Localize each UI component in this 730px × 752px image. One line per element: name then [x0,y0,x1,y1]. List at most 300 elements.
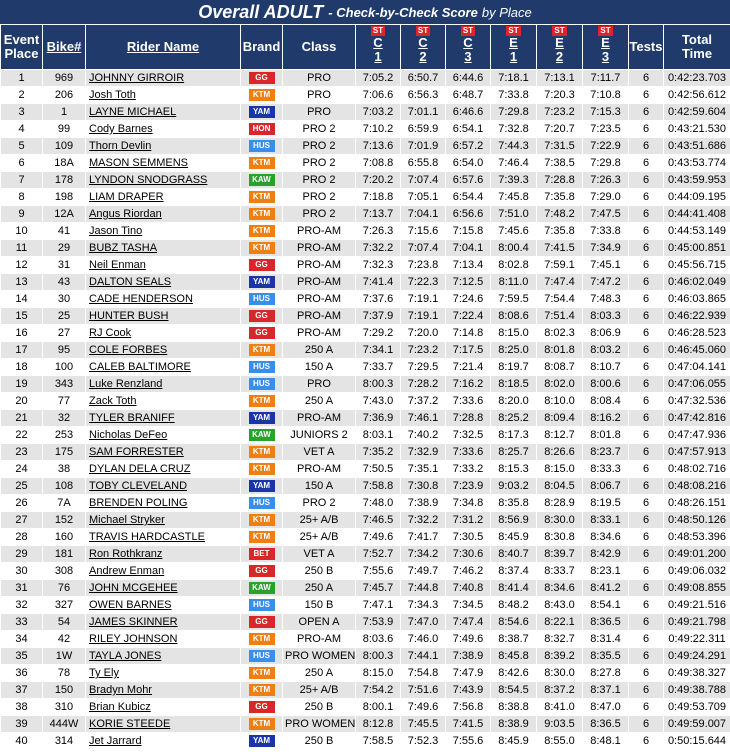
col-test-c3[interactable]: ST C 3 [446,25,490,69]
cell-class: PRO-AM [283,274,355,290]
table-row [1,733,730,749]
cell-test-time: 7:34.8 [446,495,490,511]
cell-brand [241,155,282,171]
cell-test-time: 8:25.0 [491,342,536,358]
rider-name-link[interactable]: CALEB BALTIMORE [86,359,240,375]
cell-brand [241,699,282,715]
cell-total-time: 0:47:47.936 [664,427,730,443]
cell-test-time: 8:30.0 [537,665,582,681]
cell-class: 250 A [283,665,355,681]
cell-bike: 108 [43,478,85,494]
cell-test-time: 7:54.2 [356,682,400,698]
cell-place: 34 [1,631,42,647]
cell-class: PRO [283,70,355,86]
brand-badge: GG [249,310,275,322]
rider-name-link[interactable]: TRAVIS HARDCASTLE [86,529,240,545]
cell-tests: 6 [629,461,663,477]
cell-tests: 6 [629,733,663,749]
cell-test-time: 7:33.6 [446,444,490,460]
cell-test-time: 8:34.6 [583,529,628,545]
cell-test-time: 8:48.1 [583,733,628,749]
cell-test-time: 7:05.1 [401,189,445,205]
rider-name-link[interactable]: Josh Toth [86,87,240,103]
results-table [0,24,730,750]
cell-test-time: 8:10.0 [537,393,582,409]
cell-test-time: 6:59.9 [401,121,445,137]
cell-bike: 160 [43,529,85,545]
cell-test-time: 7:13.6 [356,138,400,154]
table-row [1,699,730,715]
cell-test-time: 6:56.3 [401,87,445,103]
brand-badge: HUS [249,361,275,373]
cell-class: 150 B [283,597,355,613]
cell-tests: 6 [629,87,663,103]
cell-tests: 6 [629,342,663,358]
rider-name-link[interactable]: LAYNE MICHAEL [86,104,240,120]
cell-test-time: 7:59.1 [537,257,582,273]
cell-test-time: 8:08.7 [537,359,582,375]
cell-bike: 7A [43,495,85,511]
cell-total-time: 0:49:08.855 [664,580,730,596]
cell-test-time: 7:18.1 [491,70,536,86]
cell-class: PRO [283,87,355,103]
cell-test-time: 7:20.0 [401,325,445,341]
cell-test-time: 7:44.3 [491,138,536,154]
rider-name-link[interactable]: JAMES SKINNER [86,614,240,630]
cell-place: 10 [1,223,42,239]
cell-test-time: 8:28.9 [537,495,582,511]
cell-total-time: 0:49:01.200 [664,546,730,562]
cell-tests: 6 [629,495,663,511]
cell-total-time: 0:42:56.612 [664,87,730,103]
col-brand[interactable]: Brand [241,25,282,69]
rider-name-link[interactable]: Ron Rothkranz [86,546,240,562]
cell-bike: 444W [43,716,85,732]
cell-test-time: 6:57.2 [446,138,490,154]
col-test-e2[interactable]: ST E 2 [537,25,582,69]
brand-badge: HUS [249,140,275,152]
rider-name-link[interactable]: Zack Toth [86,393,240,409]
cell-test-time: 7:34.9 [583,240,628,256]
col-event-place[interactable]: Event Place [1,25,42,69]
rider-name-link[interactable]: Andrew Enman [86,563,240,579]
cell-test-time: 8:03.1 [356,427,400,443]
cell-place: 39 [1,716,42,732]
cell-class: PRO 2 [283,206,355,222]
brand-badge: KTM [249,684,275,696]
cell-place: 14 [1,291,42,307]
cell-place: 2 [1,87,42,103]
cell-test-time: 7:22.3 [401,274,445,290]
col-test-c2[interactable]: ST C 2 [401,25,445,69]
cell-bike: 181 [43,546,85,562]
cell-tests: 6 [629,155,663,171]
cell-test-time: 7:52.7 [356,546,400,562]
cell-test-time: 8:33.7 [537,563,582,579]
cell-test-time: 7:19.1 [401,308,445,324]
cell-test-time: 7:47.2 [583,274,628,290]
cell-test-time: 8:22.1 [537,614,582,630]
brand-badge: KTM [249,718,275,730]
cell-brand [241,580,282,596]
cell-test-time: 7:51.4 [537,308,582,324]
cell-brand [241,87,282,103]
table-row [1,155,730,171]
cell-brand [241,597,282,613]
brand-badge: GG [249,701,275,713]
cell-test-time: 7:20.7 [537,121,582,137]
page-title [0,0,730,24]
cell-tests: 6 [629,138,663,154]
cell-total-time: 0:49:21.798 [664,614,730,630]
cell-test-time: 7:59.5 [491,291,536,307]
cell-bike: 99 [43,121,85,137]
cell-place: 40 [1,733,42,749]
cell-brand [241,716,282,732]
cell-test-time: 7:49.7 [401,563,445,579]
cell-test-time: 7:17.5 [446,342,490,358]
table-row [1,665,730,681]
cell-class: PRO 2 [283,172,355,188]
cell-tests: 6 [629,274,663,290]
rider-name-link[interactable]: JOHN MCGEHEE [86,580,240,596]
cell-brand [241,257,282,273]
rider-name-link[interactable]: COLE FORBES [86,342,240,358]
rider-name-link[interactable]: BRENDEN POLING [86,495,240,511]
cell-test-time: 8:39.2 [537,648,582,664]
cell-total-time: 0:47:06.055 [664,376,730,392]
cell-test-time: 7:39.3 [491,172,536,188]
cell-test-time: 7:45.7 [356,580,400,596]
cell-test-time: 7:56.8 [446,699,490,715]
cell-tests: 6 [629,563,663,579]
cell-tests: 6 [629,104,663,120]
cell-total-time: 0:48:26.151 [664,495,730,511]
rider-name-link[interactable]: LIAM DRAPER [86,189,240,205]
brand-badge: YAM [249,735,275,747]
cell-tests: 6 [629,325,663,341]
cell-class: 250 A [283,580,355,596]
stage-badge: ST [508,26,519,35]
cell-bike: 206 [43,87,85,103]
cell-class: PRO 2 [283,495,355,511]
cell-test-time: 7:22.9 [583,138,628,154]
col-tests[interactable]: Tests [629,25,663,69]
cell-test-time: 8:38.7 [491,631,536,647]
cell-test-time: 8:19.5 [583,495,628,511]
cell-test-time: 7:28.8 [446,410,490,426]
table-row [1,342,730,358]
cell-test-time: 8:19.7 [491,359,536,375]
cell-test-time: 7:47.9 [446,665,490,681]
cell-test-time: 8:20.0 [491,393,536,409]
rider-name-link[interactable]: TYLER BRANIFF [86,410,240,426]
table-row [1,257,730,273]
cell-class: PRO 2 [283,189,355,205]
cell-test-time: 7:38.9 [446,648,490,664]
table-row [1,614,730,630]
cell-test-time: 7:04.1 [401,206,445,222]
cell-tests: 6 [629,359,663,375]
table-row [1,206,730,222]
cell-total-time: 0:48:08.216 [664,478,730,494]
cell-place: 36 [1,665,42,681]
rider-name-link[interactable]: Luke Renzland [86,376,240,392]
table-row [1,308,730,324]
brand-badge: KTM [249,225,275,237]
cell-test-time: 8:00.4 [491,240,536,256]
rider-name-link[interactable]: RJ Cook [86,325,240,341]
cell-test-time: 8:42.6 [491,665,536,681]
cell-test-time: 7:14.8 [446,325,490,341]
cell-test-time: 7:10.2 [356,121,400,137]
cell-test-time: 8:03.6 [356,631,400,647]
table-row [1,427,730,443]
col-test-e1[interactable]: ST E 1 [491,25,536,69]
table-row [1,87,730,103]
col-class[interactable]: Class [283,25,355,69]
cell-tests: 6 [629,376,663,392]
rider-name-link[interactable]: Jet Jarrard [86,733,240,749]
cell-tests: 6 [629,580,663,596]
col-bike[interactable]: Bike# [43,25,85,69]
cell-brand [241,648,282,664]
brand-badge: KTM [249,89,275,101]
cell-test-time: 8:15.0 [356,665,400,681]
cell-brand [241,206,282,222]
cell-test-time: 7:24.6 [446,291,490,307]
table-row [1,546,730,562]
cell-test-time: 8:32.7 [537,631,582,647]
cell-test-time: 8:48.2 [491,597,536,613]
cell-test-time: 7:37.2 [401,393,445,409]
cell-bike: 54 [43,614,85,630]
table-row [1,631,730,647]
cell-bike: 31 [43,257,85,273]
rider-name-link[interactable]: DALTON SEALS [86,274,240,290]
brand-badge: YAM [249,480,275,492]
rider-name-link[interactable]: DYLAN DELA CRUZ [86,461,240,477]
col-test-c1[interactable]: ST C 1 [356,25,400,69]
cell-test-time: 8:03.3 [583,308,628,324]
cell-place: 19 [1,376,42,392]
cell-brand [241,478,282,494]
cell-test-time: 7:23.2 [401,342,445,358]
cell-test-time: 8:41.2 [583,580,628,596]
cell-test-time: 7:49.6 [356,529,400,545]
cell-test-time: 7:49.6 [446,631,490,647]
cell-test-time: 9:03.5 [537,716,582,732]
cell-test-time: 7:37.6 [356,291,400,307]
rider-name-link[interactable]: Angus Riordan [86,206,240,222]
cell-test-time: 7:34.2 [401,546,445,562]
brand-badge: GG [249,259,275,271]
rider-name-link[interactable]: Nicholas DeFeo [86,427,240,443]
rider-name-link[interactable]: Neil Enman [86,257,240,273]
cell-test-time: 7:50.5 [356,461,400,477]
rider-name-link[interactable]: HUNTER BUSH [86,308,240,324]
cell-test-time: 7:29.0 [583,189,628,205]
cell-bike: 25 [43,308,85,324]
cell-class: PRO-AM [283,257,355,273]
table-row [1,240,730,256]
cell-test-time: 8:12.8 [356,716,400,732]
brand-badge: YAM [249,412,275,424]
cell-test-time: 8:11.0 [491,274,536,290]
cell-bike: 76 [43,580,85,596]
cell-test-time: 7:23.9 [446,478,490,494]
cell-test-time: 8:15.3 [491,461,536,477]
cell-class: PRO-AM [283,631,355,647]
title-sub: - Check-by-Check Score [328,4,478,20]
cell-total-time: 0:43:51.686 [664,138,730,154]
cell-bike: 198 [43,189,85,205]
cell-test-time: 7:38.5 [537,155,582,171]
table-row [1,325,730,341]
cell-brand [241,104,282,120]
rider-name-link[interactable]: Ty Ely [86,665,240,681]
cell-test-time: 7:01.1 [401,104,445,120]
cell-place: 1 [1,70,42,86]
rider-name-link[interactable]: Thorn Devlin [86,138,240,154]
rider-name-link[interactable]: LYNDON SNODGRASS [86,172,240,188]
cell-bike: 327 [43,597,85,613]
cell-test-time: 8:35.5 [583,648,628,664]
cell-test-time: 7:33.8 [491,87,536,103]
cell-test-time: 8:40.7 [491,546,536,562]
rider-name-link[interactable]: TAYLA JONES [86,648,240,664]
rider-name-link[interactable]: Bradyn Mohr [86,682,240,698]
cell-test-time: 8:31.4 [583,631,628,647]
cell-test-time: 7:06.6 [356,87,400,103]
table-row [1,138,730,154]
cell-bike: 310 [43,699,85,715]
cell-class: PRO [283,376,355,392]
brand-badge: KTM [249,446,275,458]
cell-place: 6 [1,155,42,171]
cell-class: PRO-AM [283,308,355,324]
cell-test-time: 8:27.8 [583,665,628,681]
cell-bike: 150 [43,682,85,698]
cell-brand [241,733,282,749]
cell-test-time: 7:41.5 [537,240,582,256]
cell-test-time: 7:46.5 [356,512,400,528]
cell-total-time: 0:47:42.816 [664,410,730,426]
cell-tests: 6 [629,512,663,528]
cell-class: JUNIORS 2 [283,427,355,443]
cell-test-time: 8:39.7 [537,546,582,562]
cell-test-time: 7:29.2 [356,325,400,341]
rider-name-link[interactable]: OWEN BARNES [86,597,240,613]
cell-total-time: 0:47:32.536 [664,393,730,409]
cell-test-time: 7:01.9 [401,138,445,154]
cell-test-time: 8:03.2 [583,342,628,358]
rider-name-link[interactable]: TOBY CLEVELAND [86,478,240,494]
col-total-time[interactable]: Total Time [664,25,730,69]
rider-name-link[interactable]: SAM FORRESTER [86,444,240,460]
cell-total-time: 0:43:21.530 [664,121,730,137]
cell-class: VET A [283,444,355,460]
rider-name-link[interactable]: CADE HENDERSON [86,291,240,307]
cell-total-time: 0:44:53.149 [664,223,730,239]
cell-test-time: 7:44.8 [401,580,445,596]
stage-badge: ST [417,26,429,35]
rider-name-link[interactable]: JOHNNY GIRROIR [86,70,240,86]
rider-name-link[interactable]: KORIE STEEDE [86,716,240,732]
col-rider-name[interactable]: Rider Name [86,25,240,69]
cell-bike: 27 [43,325,85,341]
cell-total-time: 0:42:23.703 [664,70,730,86]
header-row [1,25,730,69]
brand-badge: GG [249,565,275,577]
cell-test-time: 7:53.9 [356,614,400,630]
cell-total-time: 0:45:56.715 [664,257,730,273]
rider-name-link[interactable]: BUBZ TASHA [86,240,240,256]
cell-tests: 6 [629,393,663,409]
cell-bike: 314 [43,733,85,749]
cell-test-time: 8:01.8 [583,427,628,443]
rider-name-link[interactable]: Cody Barnes [86,121,240,137]
cell-test-time: 9:03.2 [491,478,536,494]
cell-test-time: 8:16.2 [583,410,628,426]
cell-class: OPEN A [283,614,355,630]
cell-test-time: 7:51.0 [491,206,536,222]
table-row [1,716,730,732]
cell-tests: 6 [629,682,663,698]
cell-tests: 6 [629,648,663,664]
rider-name-link[interactable]: MASON SEMMENS [86,155,240,171]
cell-test-time: 7:55.6 [356,563,400,579]
col-test-e3[interactable]: ST E 3 [583,25,628,69]
cell-test-time: 8:54.6 [491,614,536,630]
cell-test-time: 8:12.7 [537,427,582,443]
cell-test-time: 8:18.5 [491,376,536,392]
cell-test-time: 8:33.3 [583,461,628,477]
brand-badge: KTM [249,157,275,169]
rider-name-link[interactable]: Jason Tino [86,223,240,239]
cell-test-time: 8:00.1 [356,699,400,715]
cell-test-time: 7:45.5 [401,716,445,732]
table-row [1,291,730,307]
rider-name-link[interactable]: Michael Stryker [86,512,240,528]
cell-test-time: 6:55.8 [401,155,445,171]
cell-class: PRO [283,104,355,120]
cell-test-time: 7:23.8 [401,257,445,273]
cell-class: 25+ A/B [283,512,355,528]
cell-place: 35 [1,648,42,664]
cell-test-time: 8:15.0 [537,461,582,477]
cell-bike: 77 [43,393,85,409]
cell-test-time: 7:16.2 [446,376,490,392]
cell-total-time: 0:43:53.774 [664,155,730,171]
cell-tests: 6 [629,597,663,613]
table-row [1,444,730,460]
rider-name-link[interactable]: RILEY JOHNSON [86,631,240,647]
cell-place: 18 [1,359,42,375]
brand-badge: HUS [249,378,275,390]
stage-badge: ST [372,26,384,35]
cell-place: 28 [1,529,42,545]
cell-tests: 6 [629,308,663,324]
cell-test-time: 7:21.4 [446,359,490,375]
cell-test-time: 7:46.1 [401,410,445,426]
cell-total-time: 0:46:22.939 [664,308,730,324]
rider-name-link[interactable]: Brian Kubicz [86,699,240,715]
cell-bike: 12A [43,206,85,222]
cell-class: 250 B [283,733,355,749]
table-row [1,563,730,579]
cell-bike: 78 [43,665,85,681]
